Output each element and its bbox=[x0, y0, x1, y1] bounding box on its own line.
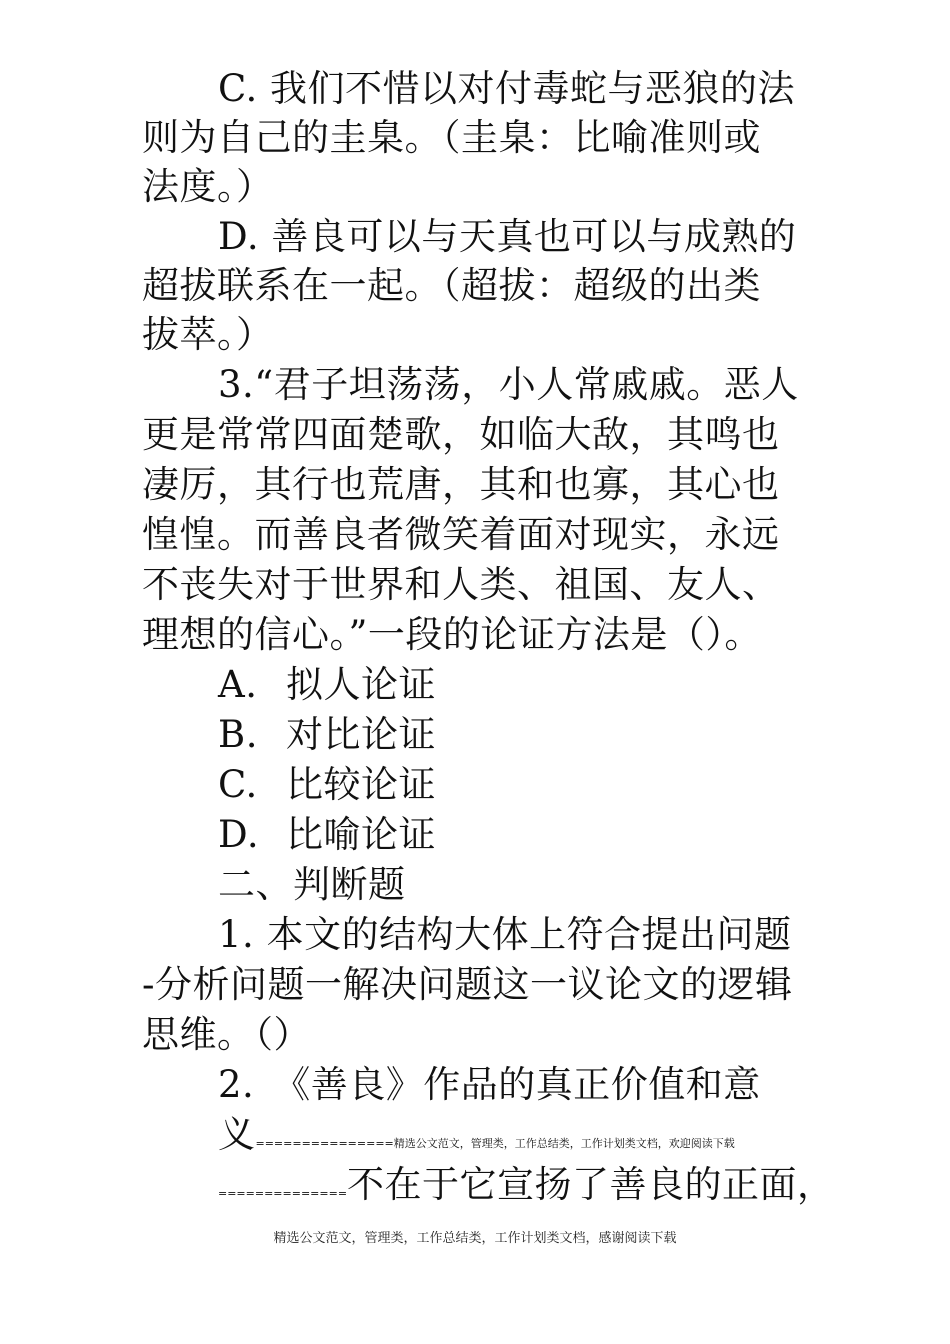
q3-stem-line2: 更是常常四面楚歌，如临大敌，其鸣也 bbox=[142, 413, 780, 456]
item2-text: 不在于它宣扬了善良的正面， bbox=[347, 1163, 835, 1206]
watermark-inline: ===============精选公文范文，管理类，工作总结类，工作计划类文档，欢迎阅读下载 bbox=[255, 1137, 735, 1150]
judge-item2-line1: 2. 《善良》作品的真正价值和意 bbox=[218, 1063, 761, 1106]
judge-item2-line3 bbox=[218, 1160, 898, 1210]
option-letter: A. bbox=[218, 663, 258, 706]
q3-stem-line5: 不丧失对于世界和人类、祖国、友人、 bbox=[142, 563, 780, 606]
option-letter: B. bbox=[218, 713, 258, 756]
q2-option-c-line3: 法度。） bbox=[142, 165, 274, 208]
q3-option-a bbox=[218, 660, 898, 710]
option-text: 比较论证 bbox=[286, 763, 436, 806]
q3-stem-line1: 3.“君子坦荡荡，小人常戚戚。恶人 bbox=[218, 363, 799, 406]
q2-option-c-line1: C. 我们不惜以对付毒蛇与恶狼的法 bbox=[218, 67, 796, 110]
q2-option-d-line1: D. 善良可以与天真也可以与成熟的 bbox=[218, 215, 797, 258]
q3-option-d bbox=[218, 810, 898, 860]
option-letter: C. bbox=[218, 763, 258, 806]
option-letter: D. bbox=[218, 813, 260, 856]
q3-stem-line6: 理想的信心。”一段的论证方法是（）。 bbox=[142, 613, 762, 656]
judge-item1-line3: 思维。（） bbox=[142, 1013, 311, 1056]
q3-option-b bbox=[218, 710, 898, 760]
option-text: 比喻论证 bbox=[286, 813, 436, 856]
q2-option-d-line3: 拔萃。） bbox=[142, 313, 274, 356]
watermark-inline-short: ============== bbox=[218, 1187, 348, 1200]
q3-stem-line4: 惶惶。而善良者微笑着面对现实，永远 bbox=[142, 513, 780, 556]
section-heading: 二、判断题 bbox=[218, 863, 406, 906]
option-text: 对比论证 bbox=[286, 713, 436, 756]
judge-item1-line1: 1. 本文的结构大体上符合提出问题 bbox=[218, 913, 792, 956]
item2-text: 义 bbox=[218, 1113, 256, 1156]
judge-item2-line2 bbox=[218, 1110, 898, 1160]
q3-stem-line3: 凄厉，其行也荒唐，其和也寡，其心也 bbox=[142, 463, 780, 506]
q2-option-d-line2: 超拔联系在一起。（超拔：超级的出类 bbox=[142, 264, 761, 307]
q3-option-c bbox=[218, 760, 898, 810]
option-text: 拟人论证 bbox=[286, 663, 436, 706]
page-footer: 精选公文范文，管理类，工作总结类，工作计划类文档，感谢阅读下载 bbox=[273, 1231, 677, 1246]
judge-item1-line2: -分析问题一解决问题这一议论文的逻辑 bbox=[142, 963, 793, 1006]
q2-option-c-line2: 则为自己的圭臬。（圭臬：比喻准则或 bbox=[142, 116, 761, 159]
